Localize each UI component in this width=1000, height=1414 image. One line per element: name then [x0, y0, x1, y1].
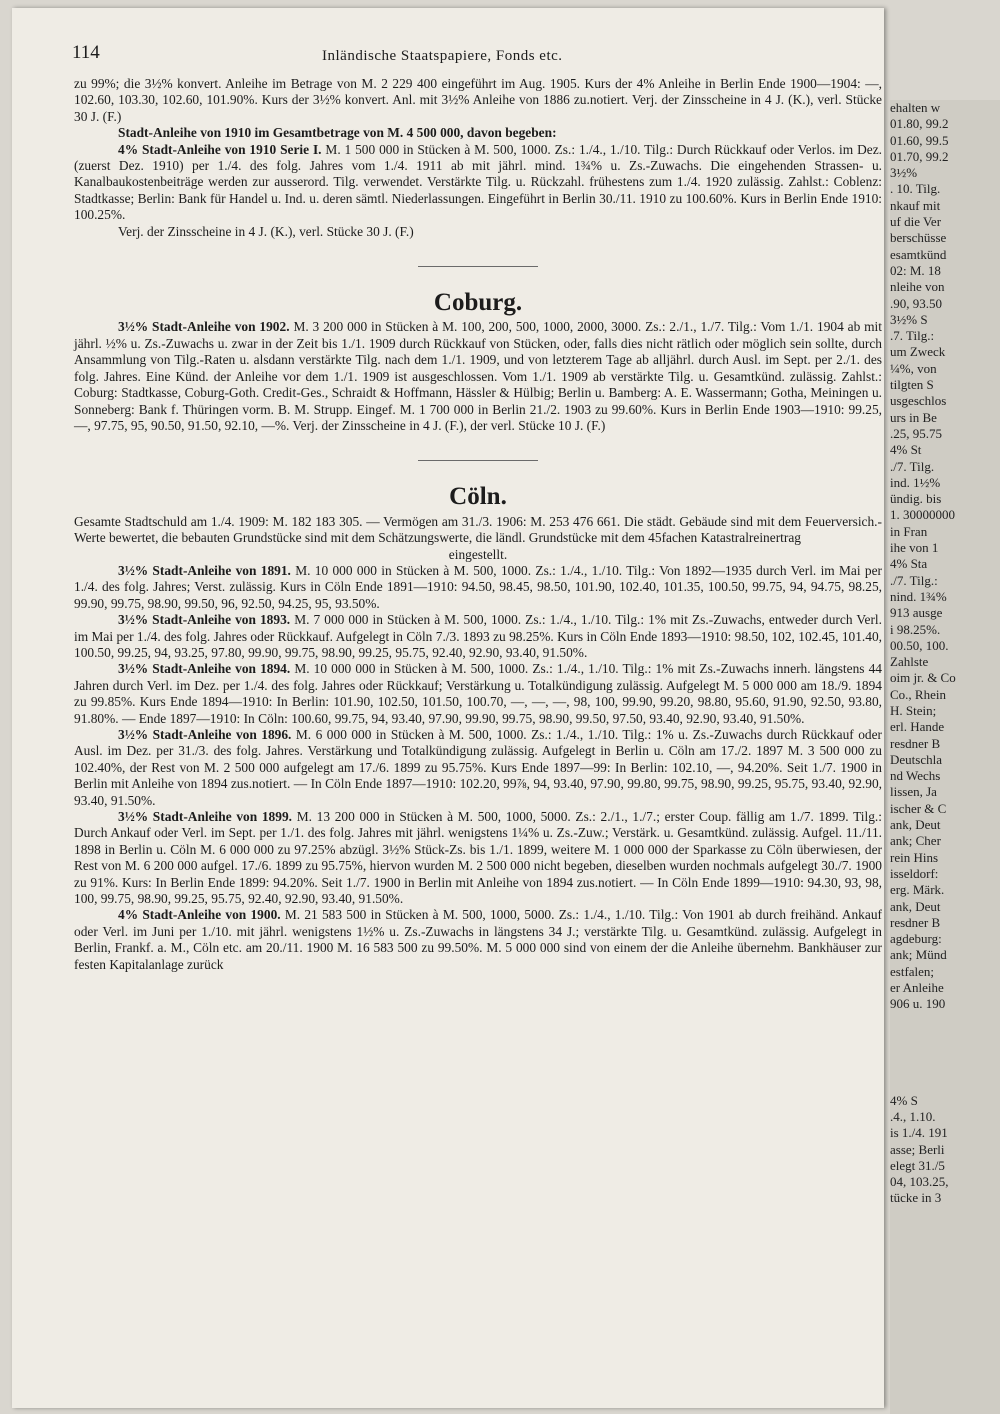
coeln-loan-title: 3½% Stadt-Anleihe von 1894. — [118, 661, 291, 677]
fragment-line: agdeburg: — [890, 931, 942, 947]
coeln-loan-text: M. 10 000 000 in Stücken à M. 500, 1000. Zs.: 1./4., 1./10. Tilg.: Von 1892—1935 durch Verl. im Mai per 1./4. des folg. Jahres; Verst. zulässig. Kurs in Cöln Ende 1891—1910: 94.50, 98.45, 98.50, 101.90, 102.40, 101.35, 100.50, 99.75, 94, 94.75, 98.25, 99.90, 99.75, 98.90, 99.50, 96, 92.50, 94.25, 95, 93.50%. — [74, 562, 883, 611]
fragment-line — [890, 1013, 1000, 1029]
fragment-line: usgeschlos — [890, 393, 947, 409]
fragment-line: .90, 93.50 — [890, 295, 942, 311]
fragment-line — [890, 1029, 1000, 1045]
section-divider — [418, 460, 538, 461]
fragment-line: ank; Münd — [890, 947, 947, 963]
fragment-line: resdner B — [890, 735, 941, 751]
fragment-line: 01.80, 99.2 — [890, 116, 949, 132]
fragment-line: 906 u. 190 — [890, 996, 946, 1012]
fragment-line: .25, 95.75 — [890, 425, 942, 441]
coeln-loan-1896 — [74, 727, 882, 809]
fragment-line: 3½% — [890, 165, 918, 181]
fragment-line: 913 ausge — [890, 605, 943, 621]
fragment-line: 4% Sta — [890, 556, 928, 572]
section-title-coburg: Coburg. — [433, 289, 523, 317]
coeln-loan-text: M. 13 200 000 in Stücken à M. 500, 1000, 5000. Zs.: 2./1., 1./7.; erster Coup. fällig am 1./7. 1899. Tilg.: Durch Ankauf oder Verl. im Sept. per 1./1. des folg. Jahres mit jährl. wenigstens 1¼% u. Zs.-Zuw.; Verstärk. u. Gesamtkünd. zulässig. Aufgel. 11./11. 1898 in Berlin u. Cöln M. 6 000 000 zu 97.25% abzügl. 3½% Stück-Zs. bis 1./1. 1899, weitere M. 1 000 000 der Sparkasse zu Cöln überwiesen, der Rest von M. 6 200 000 aufgel. 17./6. 1899 zu 95.75%, hiervon wurden M. 2 500 000 nicht begeben, dieselben wurden nochmals aufgelegt 30./7. 1900 zu 91%. Kurs: In Berlin Ende 1899: 94.20%. Seit 1./7. 1900 in Berlin mit Anleihe von 1894 zus.notiert. — In Cöln Ende 1899—1910: 94.30, 93, 98, 100, 99.75, 98.90, 99.25, 95.75, 92.40, 92.90, 93.40, 91.50%. — [74, 809, 882, 907]
fragment-line: in Fran — [890, 523, 928, 539]
fragment-line: erg. Märk. — [890, 882, 945, 898]
fragment-line: 4% St — [890, 442, 922, 458]
stadt-anleihe-1910-head-text: Stadt-Anleihe von 1910 im Gesamtbetrage von M. 4 500 000, davon begeben: — [118, 125, 557, 141]
fragment-line: ank, Deut — [890, 817, 941, 833]
fragment-line: nkauf mit — [890, 197, 941, 213]
coburg-loan-1902 — [74, 319, 882, 434]
coeln-intro-end: eingestellt. — [448, 546, 508, 562]
coeln-loan-title: 3½% Stadt-Anleihe von 1899. — [118, 809, 292, 825]
section-title-coeln: Cöln. — [449, 483, 507, 511]
fragment-line: uf die Ver — [890, 214, 942, 230]
fragment-line: Deutschla — [890, 751, 942, 767]
fragment-line: isseldorf: — [890, 865, 939, 881]
fragment-line: 04, 103.25, — [890, 1174, 949, 1190]
stadt-anleihe-1910-serie-1 — [74, 142, 882, 224]
page-header — [72, 36, 872, 66]
fragment-line: 00.50, 100. — [890, 637, 949, 653]
fragment-line: berschüsse — [890, 230, 947, 246]
stadt-anleihe-1910-verj: Verj. der Zinsscheine in 4 J. (K.), verl. Stücke 30 J. (F.) — [118, 223, 414, 239]
fragment-line: nleihe von — [890, 279, 945, 295]
fragment-line: .7. Tilg.: — [890, 328, 935, 344]
fragment-line: i 98.25%. — [890, 621, 941, 637]
fragment-line: Zahlste — [890, 654, 929, 670]
fragment-line: ischer & C — [890, 800, 947, 816]
section-divider — [418, 266, 538, 267]
fragment-line: 1. 30000000 — [890, 507, 955, 523]
fragment-line: urs in Be — [890, 409, 937, 425]
coeln-loan-text: M. 10 000 000 in Stücken à M. 500, 1000. Zs.: 1./4., 1./10. Tilg.: 1% mit Zs.-Zuwachs innerh. längstens 44 Jahren durch Verl. im Dez. per 1./4. des folg. Jahres oder Rückkauf; Verstärkung u. Totalkündigung zulässig. Aufgelegt M. 5 000 000 am 18./9. 1894 zu 99.85%. Kurs Ende 1894—1910: In Berlin: 101.90, 102.50, 101.50, 100.70, —, —, —, 98, 100, 99.90, 99.20, 98.80, 95.60, 91.90, 92.50, 93.80, 91.80%. — Ende 1897—1910: In Cöln: 100.60, 99.75, 94, 93.40, 97.90, 99.90, 99.75, 98.90, 99.50, 97.50, 93.40, 92.90, 93.40, 91.50%. — [74, 661, 882, 726]
fragment-line: Co., Rhein — [890, 686, 946, 702]
fragment-line: .4., 1.10. — [890, 1108, 936, 1124]
coburg-loan-title: 3½% Stadt-Anleihe von 1902. — [118, 319, 290, 335]
coeln-loan-1899 — [74, 809, 882, 907]
fragment-line: elegt 31./5 — [890, 1157, 945, 1173]
fragment-line: 4% S — [890, 1092, 918, 1108]
document-page — [12, 8, 884, 1408]
fragment-line: nind. 1¾% — [890, 588, 947, 604]
fragment-line — [890, 1061, 1000, 1077]
coeln-loan-text: M. 7 000 000 in Stücken à M. 500, 1000. Zs.: 1./4., 1./10. Tilg.: 1% mit Zs.-Zuwachs, entweder durch Verl. im Mai per 1./4. des folg. Jahres oder Rückkauf. Aufgelegt in Cöln 7./3. 1893 zu 98.25%. Kurs in Cöln Ende 1893—1910: 98.50, 102, 102.45, 101.40, 100.50, 99.25, 94, 93.25, 97.80, 99.90, 99.75, 98.90, 99.25, 95.75, 92.40, 92.90, 93.40, 91.50%. — [74, 612, 883, 660]
coeln-loan-1900 — [74, 907, 882, 973]
fragment-line: ank, Deut — [890, 898, 941, 914]
stadt-anleihe-1910-heading — [74, 125, 882, 141]
fragment-line: er Anleihe — [890, 980, 944, 996]
page-number: 114 — [72, 42, 100, 63]
fragment-line — [890, 1077, 1000, 1093]
serie-1-title: 4% Stadt-Anleihe von 1910 Serie I. — [118, 141, 322, 157]
fragment-line: 01.60, 99.5 — [890, 132, 949, 148]
coeln-loan-1891 — [74, 563, 882, 612]
fragment-line: nd Wechs — [890, 768, 941, 784]
coeln-loan-title: 4% Stadt-Anleihe von 1900. — [118, 907, 281, 923]
fragment-line: ündig. bis — [890, 491, 942, 507]
fragment-line: ihe von 1 — [890, 540, 939, 556]
fragment-line: ank; Cher — [890, 833, 941, 849]
fragment-line: oim jr. & Co — [890, 670, 956, 686]
coeln-intro: Gesamte Stadtschuld am 1./4. 1909: M. 182 183 305. — Vermögen am 31./3. 1906: M. 253 476 661. Die städt. Gebäude sind mit dem Feuerversich.-Werte bewertet, die bebauten Grundstücke sind mit dem Schätzungswerte, die ländl. Grundstücke mit dem 45fachen Katastralreinertrag — [74, 513, 882, 546]
coeln-loan-text: M. 6 000 000 in Stücken à M. 500, 1000. Zs.: 1./4., 1./10. Tilg.: 1% u. Zs.-Zuwachs durch Rückkauf oder Ausl. im Dez. per 31./3. des folg. Jahres. Verstärkung und Totalkündigung zulässig. Aufgelegt in Berlin u. Cöln am 17./2. 1897 M. 3 500 000 zu 102.40%, der Rest von M. 2 500 000 aufgelegt am 17./6. 1899 zu 95.75%. Kurs Ende 1897—99: In Berlin: 102.10, —, 94.20%. Seit 1./7. 1900 in Berlin mit Anleihe von 1894 zus.notiert. — In Cöln Ende 1897—1910: 102.20, 99⅞, 94, 93.40, 97.90, 99.80, 99.75, 98.90, 99.25, 95.75, 93.40, 92.90, 93.40, 91.50%. — [74, 727, 882, 808]
fragment-line: rein Hins — [890, 849, 939, 865]
coeln-loan-1894 — [74, 661, 882, 727]
fragment-line: um Zweck — [890, 344, 946, 360]
fragment-line: asse; Berli — [890, 1141, 945, 1157]
coeln-loan-title: 3½% Stadt-Anleihe von 1893. — [118, 612, 291, 628]
fragment-line — [890, 1045, 1000, 1061]
coburg-loan-text: M. 3 200 000 in Stücken à M. 100, 200, 500, 1000, 2000, 3000. Zs.: 2./1., 1./7. Tilg.: Vom 1./1. 1904 ab mit jährl. ½% u. Zs.-Zuwachs u. zwar in der Zeit bis 1./1. 1909 durch Rückkauf von Stücken, oder, falls dies nicht rätlich oder möglich sein sollte, durch Ansammlung von Tilg.-Raten u. alsdann verstärkte Tilg. nach dem 1./1. 1909, und von letzterem Tage ab alljährl. durch Ausl. im Sept. per 2./1. des folg. Jahres. Eine Künd. der Anleihe vor dem 1./1. 1909 ist ausgeschlossen. Vom 1./1. 1909 ab verstärkte Tilg. u. Gesamtkünd. zulässig. Zahlst.: Coburg: Stadtkasse, Coburg-Goth. Credit-Ges., Schraidt & Hoffmann, Hässler & Hülbig; Berlin u. Bamberg: A. E. Wassermann; Gotha, Meiningen u. Sonneberg: Bank f. Thüringen vorm. B. M. Strupp. Eingef. M. 1 700 000 in Berlin 21./2. 1903 zu 99.60%. Kurs in Berlin Ende 1903—1910: 99.25, —, 97.75, 95, 90.50, 91.50, 92.10, —%. Verj. der Zinsscheine in 4 J. (F.), der verl. Stücke 10 J. (F.) — [74, 319, 883, 433]
fragment-line: ehalten w — [890, 100, 941, 115]
fragment-line: lissen, Ja — [890, 784, 937, 800]
fragment-line: 02: M. 18 — [890, 262, 941, 278]
coeln-loan-title: 3½% Stadt-Anleihe von 1891. — [118, 562, 291, 578]
fragment-line: 3½% S — [890, 311, 928, 327]
fragment-line: esamtkünd — [890, 246, 947, 262]
fragment-line: tücke in 3 — [890, 1190, 942, 1206]
coeln-loan-1893 — [74, 612, 882, 661]
fragment-line: resdner B — [890, 914, 941, 930]
fragment-line: ./7. Tilg.: — [890, 572, 938, 588]
fragment-line: estfalen; — [890, 963, 935, 979]
coeln-loan-title: 3½% Stadt-Anleihe von 1896. — [118, 727, 292, 742]
intro-paragraph: zu 99%; die 3½% konvert. Anleihe im Betrage von M. 2 229 400 eingeführt im Aug. 1905. Kurs der 4% Anleihe in Berlin Ende 1900—1904: —, 102.60, 103.30, 102.60, 101.90%. Kurs der 3½% konvert. Anl. mit 3½% Anleihe von 1886 zu.notiert. Verj. der Zinsscheine in 4 J. (K.), verl. Stücke 30 J. (F.) — [74, 76, 882, 124]
coeln-loan-text: M. 21 583 500 in Stücken à M. 500, 1000, 5000. Zs.: 1./4., 1./10. Tilg.: Von 1901 ab durch freihänd. Ankauf oder Verl. im Juni per 1./10. mit jährl. wenigstens 1½% u. Zs.-Zuwachs in längstens 34 J.; verstärkte Tilg. u. Gesamtkünd. zulässig. Aufgelegt in Berlin, Frankf. a. M., Cöln etc. am 20./11. 1900 M. 16 583 500 zu 99.50%. M. 5 000 000 sind von einem der die Anleihe übernehm. Bankhäuser zur festen Kapitalanlage zurück — [74, 907, 882, 972]
serie-1-text: M. 1 500 000 in Stücken à M. 500, 1000. Zs.: 1./4., 1./10. Tilg.: Durch Rückkauf oder Verlos. im Dez. (zuerst Dez. 1910) per 1./4. des folg. Jahres vom 1./4. 1911 ab mit jährl. mind. 1¾% u. Zs.-Zuwachs. Die eingehenden Strassen- u. Kanalbaukostenbeiträge werden zur ausserord. Tilg. verwendet. Verstärkte Tilg. u. Rückzahl. frühestens zum 1./4. 1920 zulässig. Zahlst.: Coblenz: Stadtkasse; Berlin: Bank für Handel u. Ind. u. deren sämtl. Niederlassungen. Eingeführt in Berlin 30./11. 1910 zu 100.60%. Kurs in Berlin Ende 1910: 100.25%. — [74, 141, 882, 223]
fragment-line: . 10. Tilg. — [890, 181, 941, 197]
fragment-line: is 1./4. 191 — [890, 1125, 948, 1141]
fragment-line: ¼%, von — [890, 360, 937, 376]
adjacent-page-fragment — [890, 100, 1000, 1414]
page-content — [74, 76, 882, 973]
fragment-line: erl. Hande — [890, 719, 945, 735]
fragment-line: tilgten S — [890, 377, 934, 393]
running-title: Inländische Staatspapiere, Fonds etc. — [322, 48, 563, 64]
fragment-line: H. Stein; — [890, 702, 937, 718]
fragment-line: 01.70, 99.2 — [890, 148, 949, 164]
fragment-line: ind. 1½% — [890, 474, 941, 490]
fragment-line: ./7. Tilg. — [890, 458, 935, 474]
